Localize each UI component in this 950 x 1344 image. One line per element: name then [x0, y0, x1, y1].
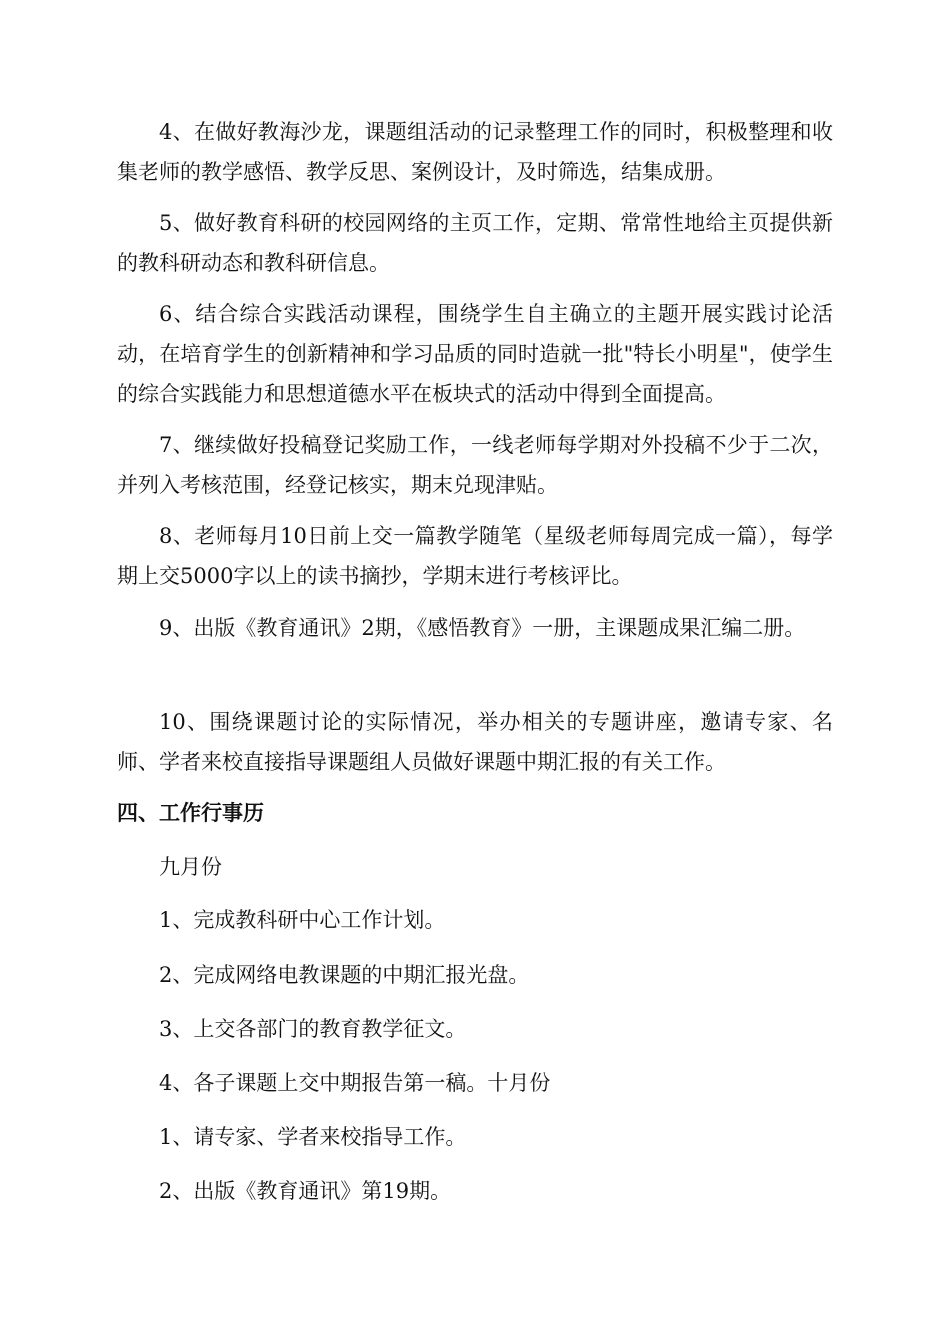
- paragraph-item-10: 10、围绕课题讨论的实际情况，举办相关的专题讲座，邀请专家、名师、学者来校直接指导课题组人员做好课题中期汇报的有关工作。: [117, 710, 833, 774]
- schedule-item: 2、完成网络电教课题的中期汇报光盘。: [159, 963, 530, 987]
- month-label: 九月份: [159, 855, 222, 879]
- paragraph-item-5: 5、做好教育科研的校园网络的主页工作，定期、常常性地给主页提供新的教科研动态和教科研信息。: [117, 211, 833, 275]
- section-heading: 四、工作行事历: [117, 800, 264, 825]
- paragraph-item-4: 4、在做好教海沙龙，课题组活动的记录整理工作的同时，积极整理和收集老师的教学感悟、教学反思、案例设计，及时筛选，结集成册。: [117, 120, 833, 184]
- schedule-item: 4、各子课题上交中期报告第一稿。十月份: [159, 1071, 551, 1095]
- paragraph-item-9: 9、出版《教育通讯》2期，《感悟教育》一册，主课题成果汇编二册。: [159, 616, 806, 640]
- schedule-item: 1、请专家、学者来校指导工作。: [159, 1125, 467, 1149]
- schedule-item: 1、完成教科研中心工作计划。: [159, 908, 446, 932]
- paragraph-item-6: 6、结合综合实践活动课程，围绕学生自主确立的主题开展实践讨论活动，在培育学生的创新精神和学习品质的同时造就一批"特长小明星"，使学生的综合实践能力和思想道德水平在板块式的活动中得到全面提高。: [117, 302, 833, 406]
- paragraph-item-7: 7、继续做好投稿登记奖励工作，一线老师每学期对外投稿不少于二次，并列入考核范围，经登记核实，期末兑现津贴。: [117, 433, 833, 497]
- paragraph-item-8: 8、老师每月10日前上交一篇教学随笔（星级老师每周完成一篇），每学期上交5000字以上的读书摘抄，学期末进行考核评比。: [117, 524, 833, 588]
- schedule-item: 3、上交各部门的教育教学征文。: [159, 1017, 467, 1041]
- schedule-item: 2、出版《教育通讯》第19期。: [159, 1179, 452, 1203]
